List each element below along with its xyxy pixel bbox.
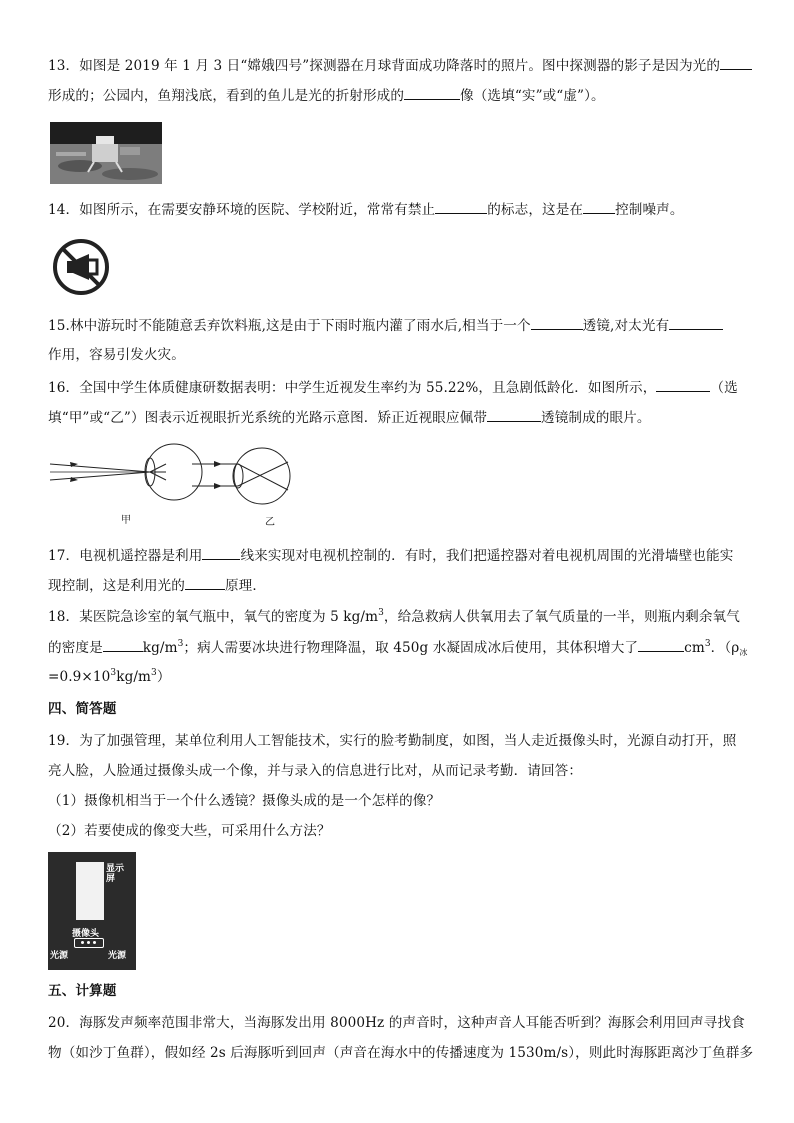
q18-text: ；病人需要冰块进行物理降温，取 450g 水凝固成冰后使用，其体积增大了 — [183, 640, 639, 656]
section-heading-5: 五、计算题 — [48, 983, 117, 999]
q20-line1 — [48, 1014, 745, 1032]
q16-text: 透镜制成的眼片。 — [541, 410, 651, 426]
display-screen-label: 显示屏 — [106, 864, 125, 884]
q20-text: 20．海豚发声频率范围非常大，当海豚发出用 8000Hz 的声音时，这种声音人耳能否听到？海豚会利用回声寻找食 — [48, 1015, 745, 1031]
q13-line2 — [48, 86, 605, 105]
answer-blank[interactable] — [720, 56, 752, 70]
q14-text: 控制噪声。 — [615, 202, 684, 218]
q18-text: ．（ρ — [710, 640, 740, 656]
q18-line3 — [48, 668, 171, 686]
q18-text: 18．某医院急诊室的氧气瓶中，氧气的密度为 5 kg/m — [48, 609, 379, 625]
face-attendance-device-figure — [48, 852, 136, 970]
q13-text: 像（选填“实”或“虚”）。 — [460, 88, 605, 104]
answer-blank[interactable] — [435, 200, 487, 214]
answer-blank[interactable] — [583, 200, 615, 214]
q17-text: 现控制，这是利用光的 — [48, 578, 185, 594]
q18-text: cm — [684, 640, 705, 656]
superscript: 3 — [378, 608, 384, 618]
q14-text: 的标志，这是在 — [487, 202, 584, 218]
subscript: 冰 — [739, 648, 748, 657]
q19-line2 — [48, 762, 582, 780]
q19-text: （1）摄像机相当于一个什么透镜？摄像头成的是一个怎样的像？ — [48, 793, 441, 809]
q17-line1 — [48, 546, 733, 565]
q15-text: 作用，容易引发火灾。 — [48, 347, 185, 363]
q15-line1 — [48, 316, 723, 335]
answer-blank[interactable] — [638, 638, 684, 652]
q13-text: 形成的；公园内，鱼翔浅底，看到的鱼儿是光的折射形成的 — [48, 88, 405, 104]
q18-text: ） — [156, 669, 171, 685]
answer-blank[interactable] — [103, 638, 143, 652]
eye-diagram-jia — [50, 444, 202, 500]
label-jia: 甲 — [121, 515, 132, 526]
q17-text: 17．电视机遥控器是利用 — [48, 548, 203, 564]
q16-line2 — [48, 408, 651, 427]
q13-text: 13．如图是 2019 年 1 月 3 日“嫦娥四号”探测器在月球背面成功降落时的照片。图中探测器的影子是因为光的 — [48, 58, 721, 74]
q15-line2 — [48, 346, 185, 364]
camera-label: 摄像头 — [72, 929, 100, 939]
eye-diagram-yi — [192, 448, 290, 504]
q14-text: 14．如图所示，在需要安静环境的医院、学校附近，常常有禁止 — [48, 202, 436, 218]
q19-text: （2）若要使成的像变大些，可采用什么方法？ — [48, 823, 331, 839]
q19-text: 19．为了加强管理，某单位利用人工智能技术，实行的脸考勤制度，如图，当人走近摄像头时，光源自动打开，照 — [48, 733, 737, 749]
q19-line1 — [48, 732, 737, 750]
section-heading-4: 四、简答题 — [48, 701, 117, 717]
q16-text: 16．全国中学生体质健康研数据表明：中学生近视发生率约为 55.22%，且急剧低龄化．如图所示， — [48, 380, 657, 396]
q18-text: ，给急救病人供氧用去了氧气质量的一半，则瓶内剩余氧气 — [383, 609, 740, 625]
q16-text: （选 — [710, 380, 738, 396]
answer-blank[interactable] — [656, 378, 710, 392]
q18-text: 的密度是 — [48, 640, 103, 656]
q20-line2 — [48, 1044, 753, 1062]
q18-text: kg/m — [142, 640, 178, 656]
q20-text: 物（如沙丁鱼群），假如经 2s 后海豚听到回声（声音在海水中的传播速度为 1530m/s），则此时海豚距离沙丁鱼群多 — [48, 1045, 754, 1061]
q17-text: 线来实现对电视机控制的．有时，我们把遥控器对着电视机周围的光滑墙壁也能实 — [240, 548, 734, 564]
q18-line1 — [48, 608, 740, 626]
light-source-right-label: 光源 — [108, 951, 127, 961]
answer-blank[interactable] — [202, 546, 240, 560]
superscript: 3 — [704, 639, 711, 649]
answer-blank[interactable] — [531, 316, 583, 330]
moon-lander-photo — [50, 122, 162, 184]
q16-line1 — [48, 378, 738, 397]
q19-text: 亮人脸，人脸通过摄像头成一个像，并与录入的信息进行比对，从而记录考勤．请回答： — [48, 763, 583, 779]
q19-sub1 — [48, 792, 440, 810]
q13-line1 — [48, 56, 752, 75]
q15-text: 透镜,对太光有 — [582, 318, 670, 334]
q15-text: 15.林中游玩时不能随意丢弃饮料瓶,这是由于下雨时瓶内灌了雨水后,相当于一个 — [48, 318, 531, 334]
label-yi: 乙 — [265, 517, 276, 528]
superscript: 3 — [151, 668, 157, 678]
answer-blank[interactable] — [487, 408, 541, 422]
superscript: 3 — [177, 639, 184, 649]
display-screen — [76, 862, 104, 920]
q18-text: kg/m — [116, 669, 152, 685]
q14-line — [48, 200, 684, 219]
q18-text: =0.9×10 — [48, 669, 111, 685]
light-source-left-label: 光源 — [50, 951, 69, 961]
q17-text: 原理． — [224, 578, 267, 594]
q16-text: 填“甲”或“乙”）图表示近视眼折光系统的光路示意图．矫正近视眼应佩带 — [48, 410, 488, 426]
camera-icon — [74, 938, 104, 948]
eye-diagrams — [48, 440, 298, 524]
answer-blank[interactable] — [404, 86, 460, 100]
no-horn-sign-icon — [51, 236, 111, 298]
q17-line2 — [48, 576, 266, 595]
answer-blank[interactable] — [185, 576, 225, 590]
answer-blank[interactable] — [669, 316, 723, 330]
superscript: 3 — [110, 668, 117, 678]
q18-line2 — [48, 638, 747, 657]
q19-sub2 — [48, 822, 331, 840]
